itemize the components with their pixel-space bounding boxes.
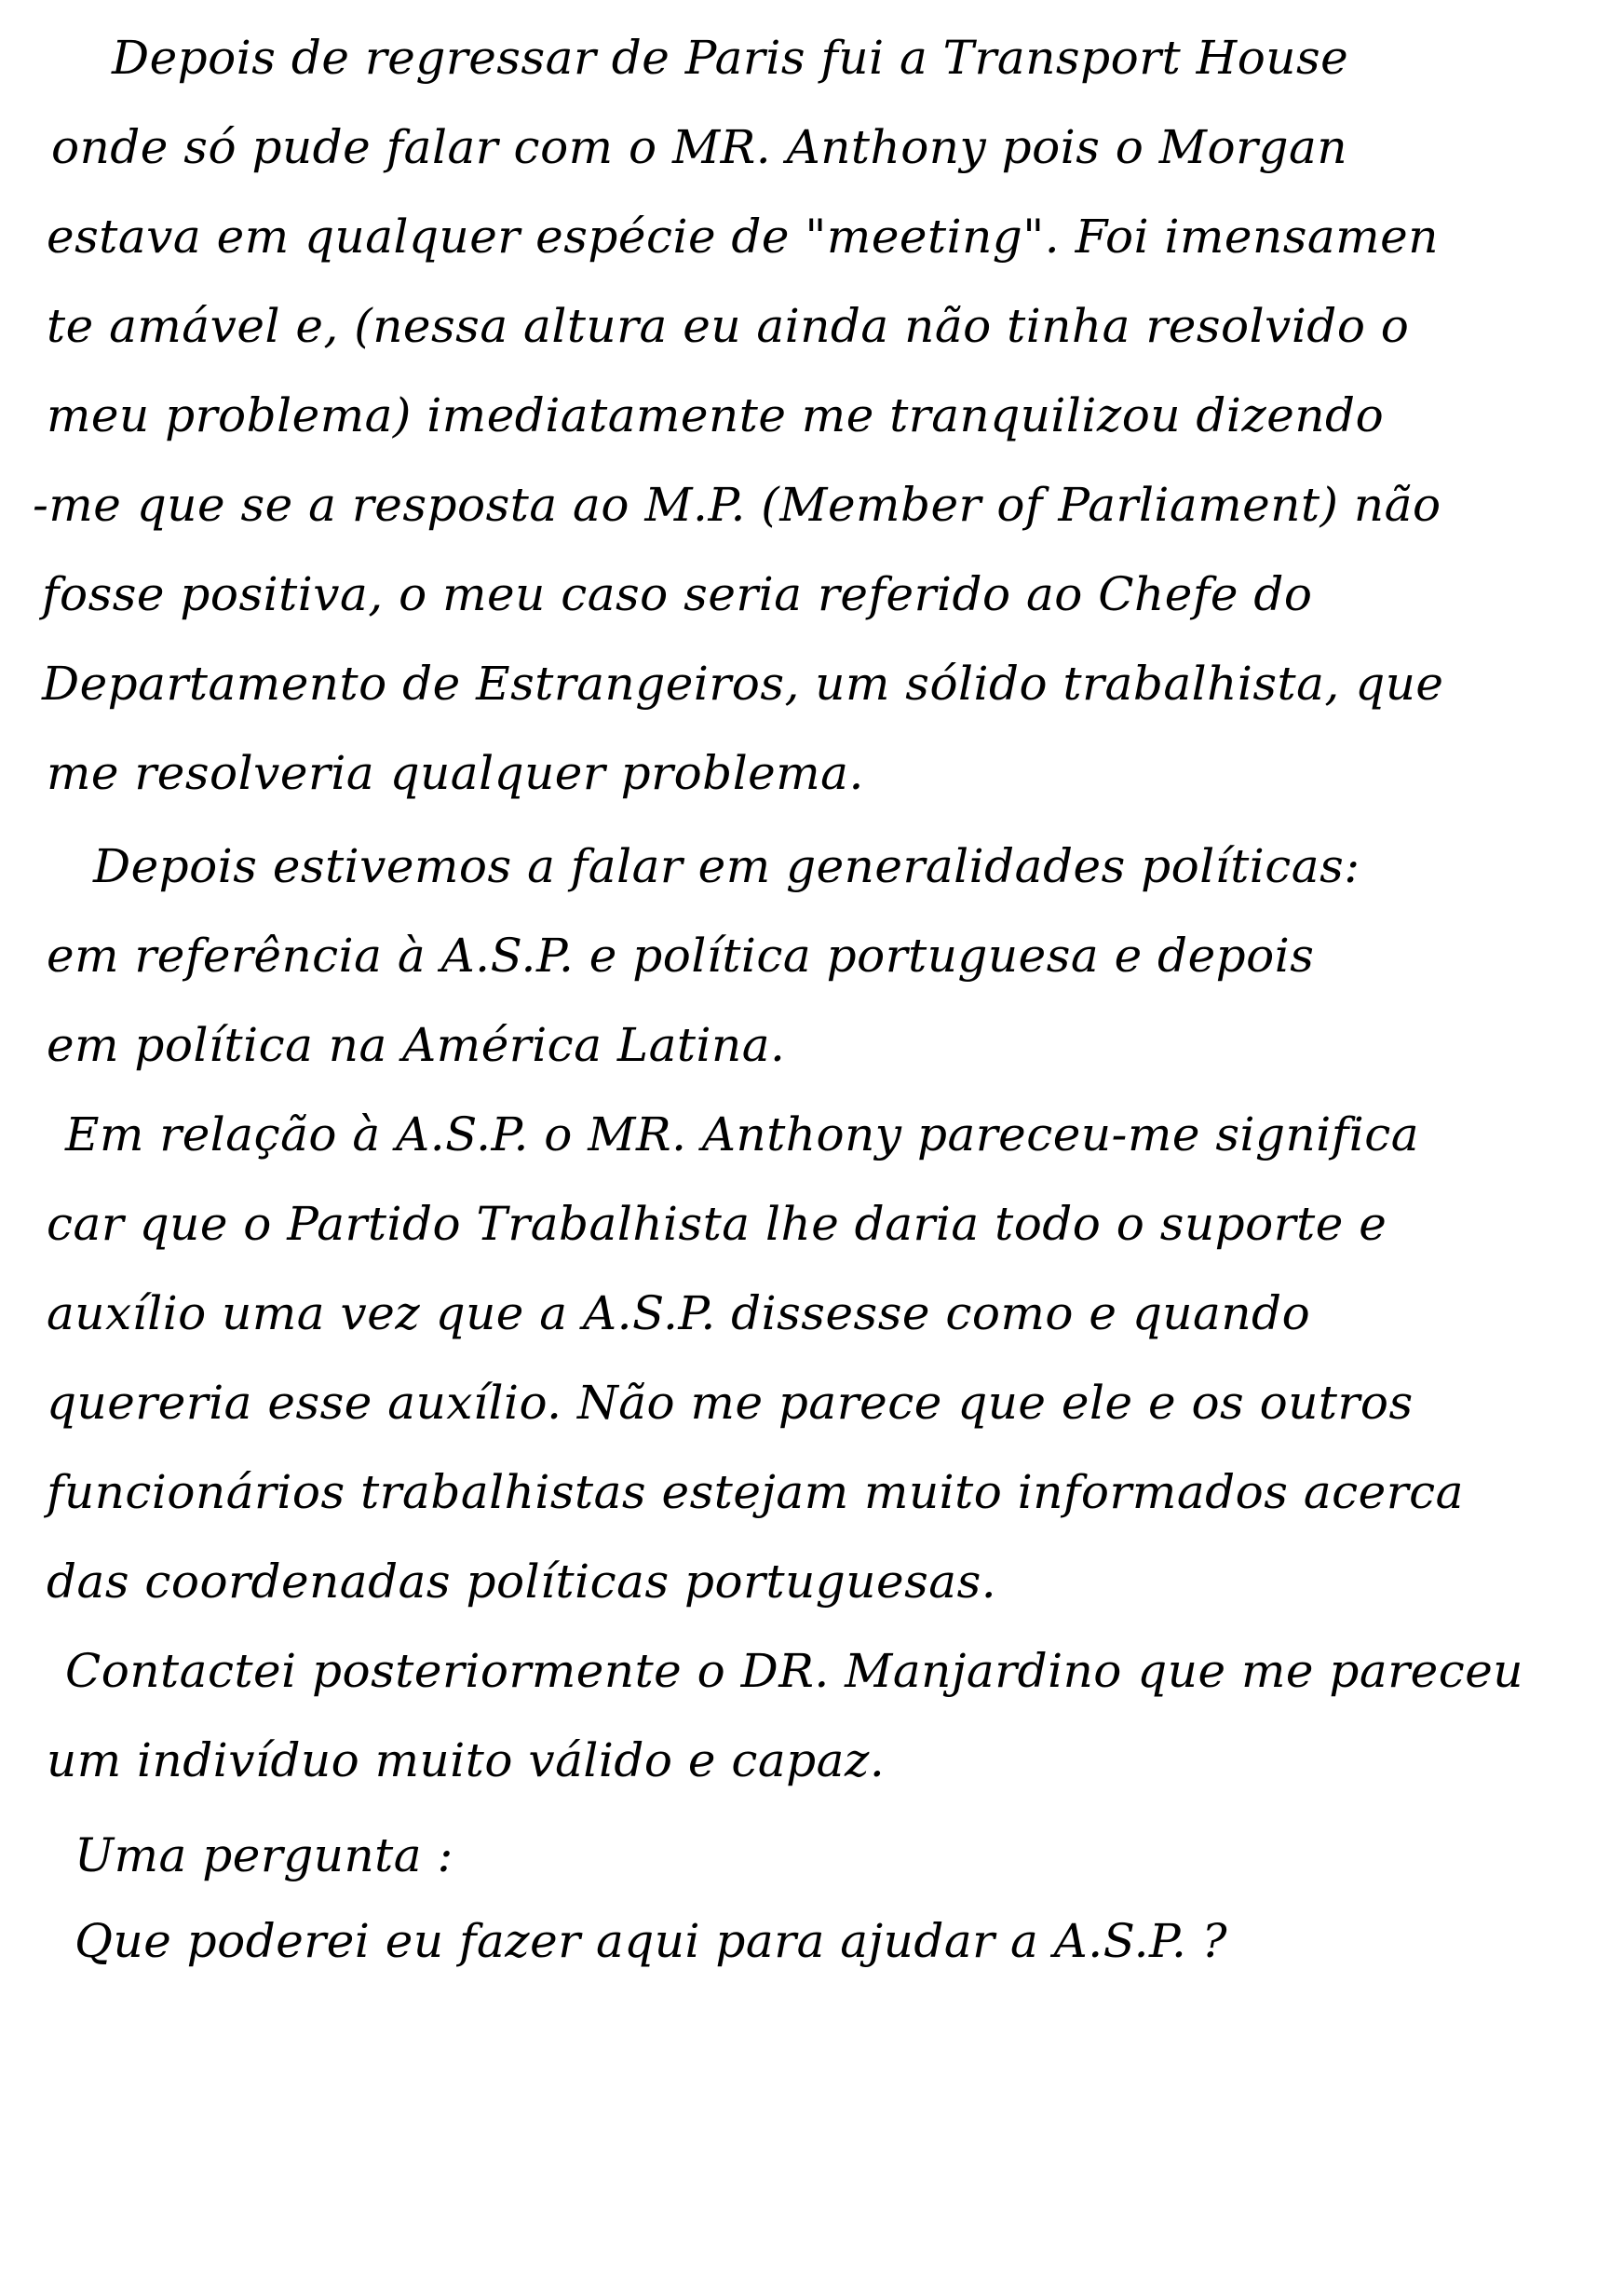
text-line: em referência à A.S.P. e política portuguesa e depois: [47, 929, 1315, 983]
text-line: Departamento de Estrangeiros, um sólido trabalhista, que: [42, 657, 1444, 711]
text-line: te amável e, (nessa altura eu ainda não tinha resolvido o: [47, 299, 1410, 353]
text-line: um indivíduo muito válido e capaz.: [47, 1733, 886, 1787]
text-line: Depois estivemos a falar em generalidades políticas:: [93, 839, 1360, 893]
text-line: em política na América Latina.: [47, 1018, 786, 1072]
text-line: das coordenadas políticas portuguesas.: [47, 1555, 997, 1609]
text-line: Depois de regressar de Paris fui a Transport House: [112, 31, 1349, 85]
text-line: funcionários trabalhistas estejam muito informados acerca: [47, 1465, 1464, 1519]
text-line: auxílio uma vez que a A.S.P. dissesse como e quando: [47, 1286, 1311, 1340]
text-line: onde só pude falar com o MR. Anthony pois o Morgan: [51, 120, 1348, 174]
text-line: meu problema) imediatamente me tranquilizou dizendo: [47, 388, 1385, 442]
text-line: Uma pergunta :: [74, 1828, 453, 1882]
text-line: -me que se a resposta ao M.P. (Member of Parliament) não: [33, 478, 1441, 532]
text-line: estava em qualquer espécie de "meeting". Foi imensamen: [47, 210, 1439, 264]
text-line: Contactei posteriormente o DR. Manjardino que me pareceu: [65, 1644, 1523, 1698]
text-line: quereria esse auxílio. Não me parece que ele e os outros: [47, 1376, 1414, 1430]
text-line: car que o Partido Trabalhista lhe daria todo o suporte e: [47, 1197, 1387, 1251]
text-line: Que poderei eu fazer aqui para ajudar a A.S.P. ?: [74, 1914, 1228, 1968]
text-line: Em relação à A.S.P. o MR. Anthony pareceu-me significa: [65, 1107, 1420, 1161]
text-line: fosse positiva, o meu caso seria referido ao Chefe do: [42, 567, 1313, 621]
text-line: me resolveria qualquer problema.: [47, 746, 864, 800]
